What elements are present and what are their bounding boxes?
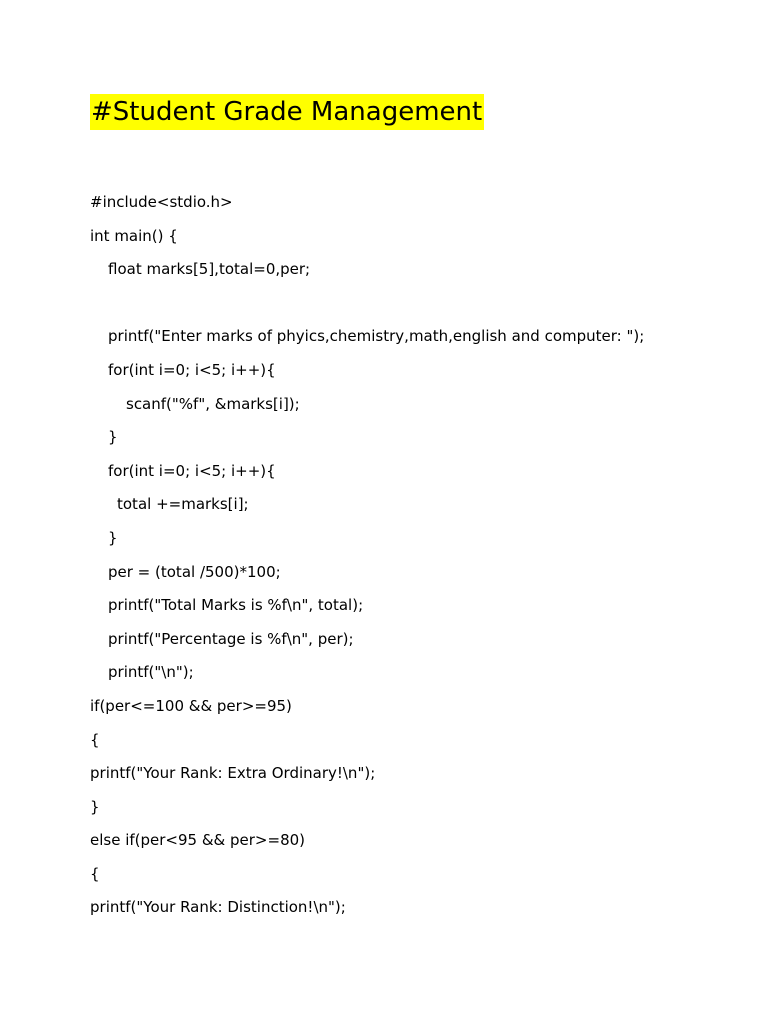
- code-line: printf("Your Rank: Distinction!\n");: [90, 898, 346, 917]
- code-line: if(per<=100 && per>=95): [90, 696, 292, 715]
- code-line: #include<stdio.h>: [90, 193, 233, 211]
- code-line: printf("Total Marks is %f\n", total);: [108, 596, 364, 615]
- code-line: }: [108, 528, 118, 547]
- code-line: int main() {: [90, 226, 178, 245]
- code-line: for(int i=0; i<5; i++){: [108, 360, 276, 379]
- document-title: #Student Grade Management: [90, 94, 484, 130]
- code-line: for(int i=0; i<5; i++){: [108, 461, 276, 480]
- code-line: per = (total /500)*100;: [108, 562, 281, 581]
- code-line: scanf("%f", &marks[i]);: [126, 394, 300, 413]
- code-line: [90, 287, 730, 321]
- code-line: total +=marks[i];: [117, 495, 249, 514]
- code-line: else if(per<95 && per>=80): [90, 831, 306, 850]
- code-line: }: [108, 428, 118, 447]
- code-line: {: [90, 864, 100, 883]
- code-block: [90, 186, 730, 925]
- code-line: printf("Enter marks of phyics,chemistry,math,english and computer: ");: [108, 327, 645, 346]
- code-line: printf("Percentage is %f\n", per);: [108, 629, 354, 648]
- code-line: {: [90, 730, 100, 749]
- code-line: float marks[5],total=0,per;: [108, 260, 311, 279]
- code-line: printf("\n");: [108, 663, 194, 682]
- code-line: printf("Your Rank: Extra Ordinary!\n");: [90, 764, 376, 783]
- code-line: }: [90, 797, 100, 816]
